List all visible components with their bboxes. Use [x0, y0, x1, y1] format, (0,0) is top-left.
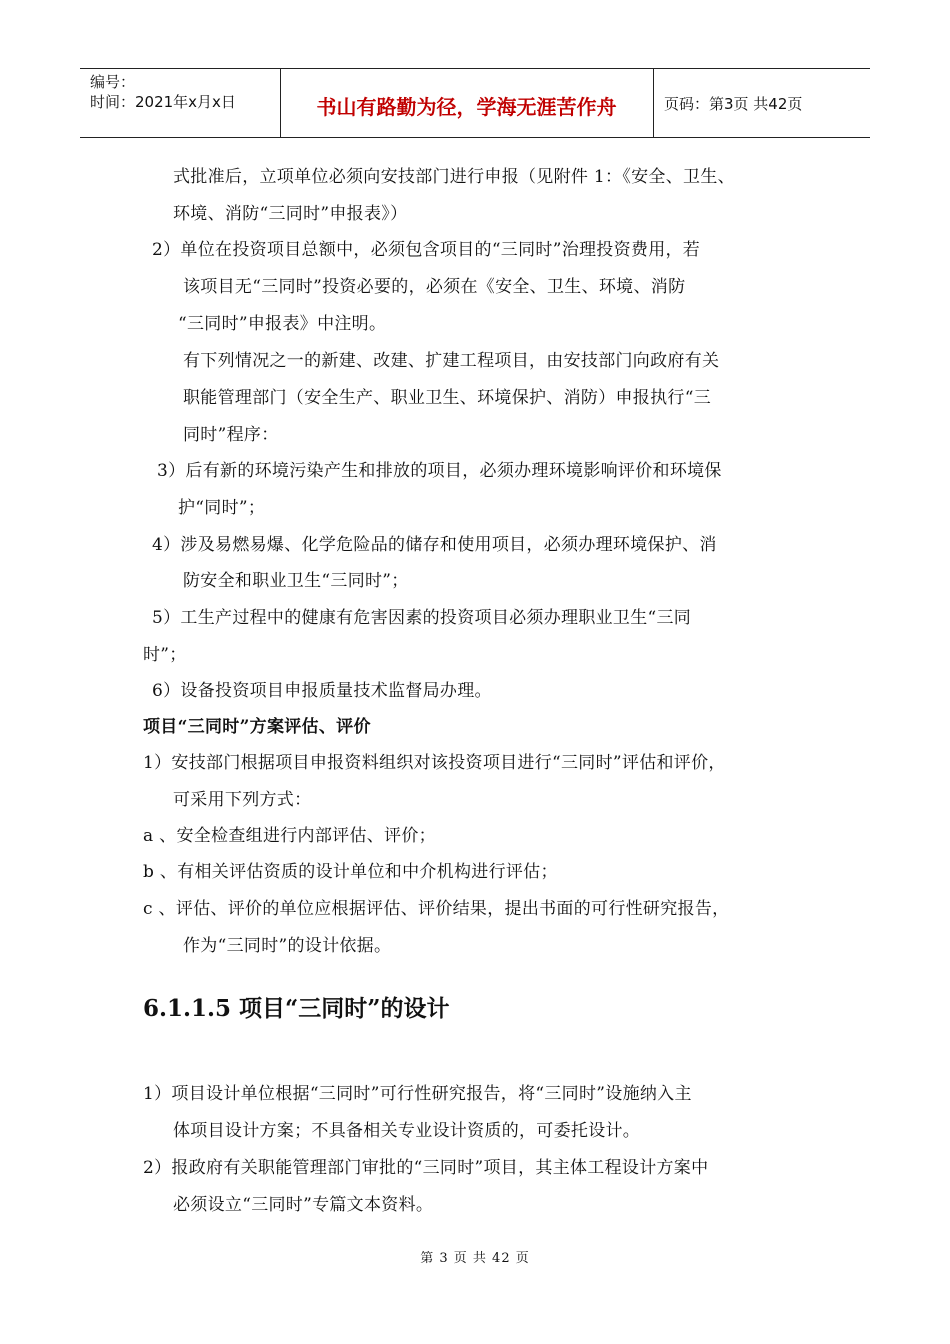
text-line: 护“同时”； — [178, 498, 266, 518]
text-line: 防安全和职业卫生“三同时”； — [183, 571, 409, 591]
text-line: 3）后有新的环境污染产生和排放的项目，必须办理环境影响评价和环境保 — [157, 461, 722, 481]
text-line: 同时”程序： — [183, 425, 279, 445]
subheading: 项目“三同时”方案评估、评价 — [143, 717, 371, 737]
header-left — [90, 72, 236, 112]
text-line: 5）工生产过程中的健康有危害因素的投资项目必须办理职业卫生“三同 — [152, 608, 692, 628]
text-line: 式批准后，立项单位必须向安技部门进行申报（见附件 1：《安全、卫生、 — [173, 167, 735, 187]
page-header — [80, 68, 870, 138]
text-line: 2）报政府有关职能管理部门审批的“三同时”项目，其主体工程设计方案中 — [143, 1158, 709, 1178]
text-line: 职能管理部门（安全生产、职业卫生、环境保护、消防）申报执行“三 — [183, 388, 711, 408]
text-line: 4）涉及易燃易爆、化学危险品的储存和使用项目，必须办理环境保护、消 — [152, 535, 717, 555]
text-line: 作为“三同时”的设计依据。 — [183, 936, 392, 956]
text-line: 时”； — [143, 645, 187, 665]
text-line: 有下列情况之一的新建、改建、扩建工程项目，由安技部门向政府有关 — [183, 351, 720, 371]
text-line: 该项目无“三同时”投资必要的，必须在《安全、卫生、环境、消防 — [183, 277, 686, 297]
text-line: a 、安全检查组进行内部评估、评价； — [143, 826, 436, 846]
header-divider — [653, 69, 654, 137]
text-line: 必须设立“三同时”专篇文本资料。 — [173, 1195, 434, 1215]
text-line: 可采用下列方式： — [173, 790, 312, 810]
text-line: b 、有相关评估资质的设计单位和中介机构进行评估； — [143, 862, 558, 882]
time-label: 时间：2021年x月x日 — [90, 93, 236, 111]
text-line: “三同时”申报表》中注明。 — [178, 314, 387, 334]
text-line: c 、评估、评价的单位应根据评估、评价结果，提出书面的可行性研究报告， — [143, 899, 730, 919]
text-line: 体项目设计方案；不具备相关专业设计资质的，可委托设计。 — [173, 1121, 641, 1141]
text-line: 2）单位在投资项目总额中，必须包含项目的“三同时”治理投资费用，若 — [152, 240, 701, 260]
code-label: 编号： — [90, 73, 136, 91]
text-line: 1）安技部门根据项目申报资料组织对该投资项目进行“三同时”评估和评价， — [143, 753, 726, 773]
page-footer: 第 3 页 共 42 页 — [420, 1251, 530, 1266]
text-line: 环境、消防“三同时”申报表》） — [173, 204, 408, 224]
header-motto: 书山有路勤为径，学海无涯苦作舟 — [316, 95, 617, 119]
text-line: 1）项目设计单位根据“三同时”可行性研究报告，将“三同时”设施纳入主 — [143, 1084, 692, 1104]
text-line: 6）设备投资项目申报质量技术监督局办理。 — [152, 681, 492, 701]
header-page-info: 页码：第3页 共42页 — [664, 95, 803, 113]
section-heading: 6.1.1.5 项目“三同时”的设计 — [143, 995, 450, 1022]
